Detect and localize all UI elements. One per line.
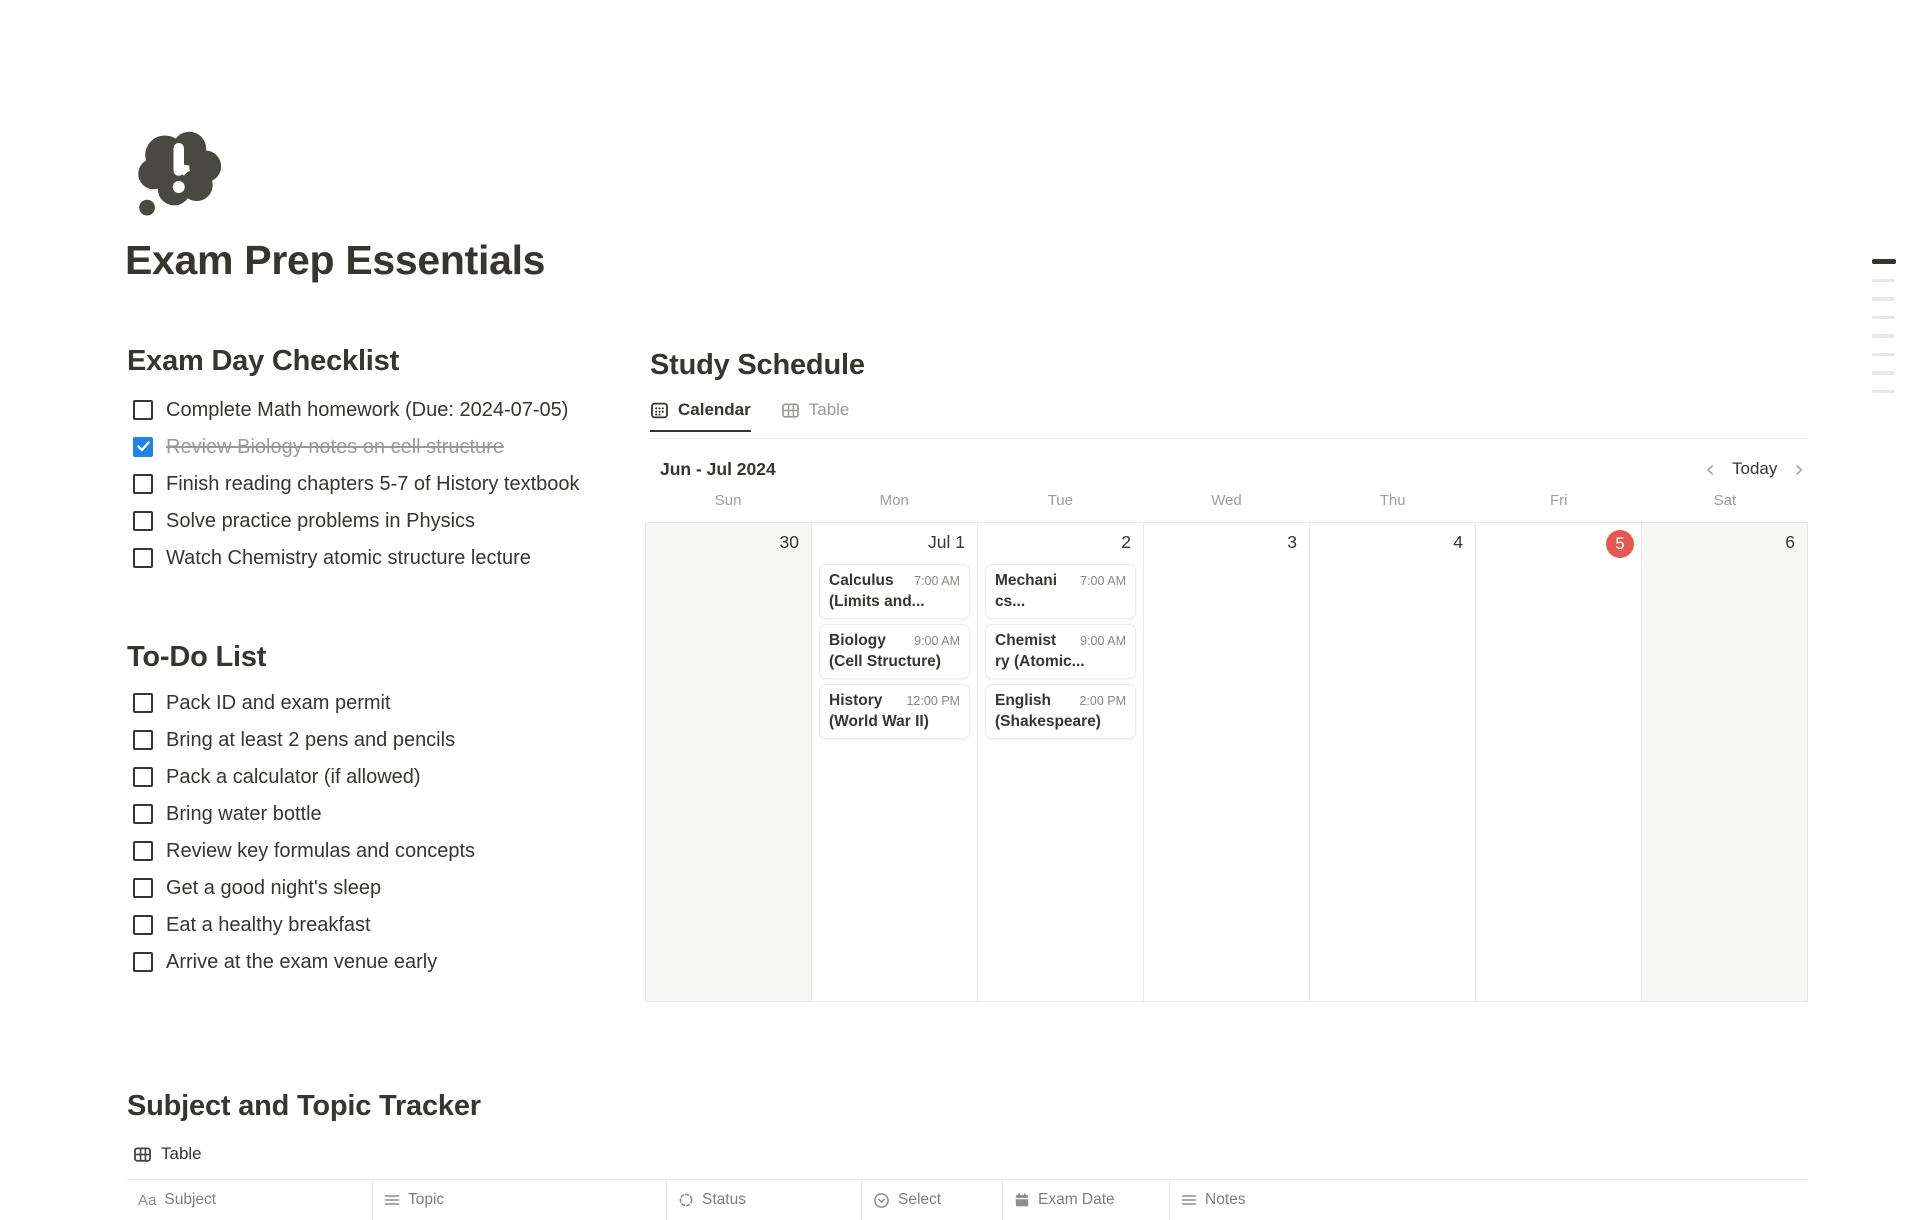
study-schedule-heading: Study Schedule <box>650 349 865 381</box>
column-header-status[interactable] <box>667 1180 862 1220</box>
outline-item[interactable] <box>1872 334 1895 338</box>
day-header: Fri <box>1550 492 1568 509</box>
column-label: Topic <box>408 1191 445 1208</box>
checklist-item-label: Finish reading chapters 5-7 of History textbook <box>166 472 580 495</box>
day-header: Sun <box>714 492 742 509</box>
todo-item-label: Pack ID and exam permit <box>166 691 391 714</box>
calendar-cell-wed[interactable] <box>1144 523 1310 1001</box>
day-header: Wed <box>1211 492 1242 509</box>
event-time: 2:00 PM <box>1079 694 1126 708</box>
checkbox-unchecked[interactable] <box>133 767 153 787</box>
todo-item-label: Review key formulas and concepts <box>166 839 476 862</box>
event-biology[interactable] <box>819 624 970 679</box>
page-title[interactable]: Exam Prep Essentials <box>125 237 546 283</box>
column-header-exam-date[interactable] <box>1003 1180 1170 1220</box>
day-header: Mon <box>879 492 909 509</box>
tab-label: Table <box>808 400 850 419</box>
tracker-table-header <box>127 1179 1808 1220</box>
thought-balloon-exclamation-icon[interactable] <box>133 126 223 218</box>
column-header-notes[interactable] <box>1170 1180 1808 1220</box>
checkbox-unchecked[interactable] <box>133 841 153 861</box>
todo-item-label: Pack a calculator (if allowed) <box>166 765 421 788</box>
checkbox-unchecked[interactable] <box>133 548 153 568</box>
status-spinner-icon <box>678 1192 694 1208</box>
calendar-toolbar <box>650 450 1808 492</box>
table-view-icon <box>781 401 800 420</box>
tab-table-view[interactable] <box>781 400 850 430</box>
todo-item <box>133 721 613 758</box>
column-header-topic[interactable] <box>373 1180 667 1220</box>
calendar-view-icon <box>650 401 669 420</box>
checkbox-unchecked[interactable] <box>133 952 153 972</box>
today-button[interactable]: Today <box>1732 459 1778 478</box>
day-header: Sat <box>1713 492 1737 509</box>
todo-item-label: Bring at least 2 pens and pencils <box>166 728 456 751</box>
checkbox-unchecked[interactable] <box>133 474 153 494</box>
todo-item-label: Eat a healthy breakfast <box>166 913 371 936</box>
calendar-cell-sun[interactable] <box>646 523 812 1001</box>
todo-item <box>133 684 613 721</box>
checklist-item <box>133 391 613 428</box>
day-header: Tue <box>1047 492 1073 509</box>
event-mechanics[interactable] <box>985 564 1136 619</box>
day-header: Thu <box>1379 492 1406 509</box>
event-title-line2: (Shakespeare) <box>995 713 1101 730</box>
event-title-line2: (Cell Structure) <box>829 653 941 670</box>
date-number: 2 <box>1121 532 1131 552</box>
view-tabs <box>650 400 1808 439</box>
checklist-item-label: Review Biology notes on cell structure <box>166 435 504 458</box>
event-title-line2: cs... <box>995 593 1026 610</box>
event-title: Chemist <box>995 632 1057 649</box>
checklist-item <box>133 428 613 465</box>
event-calculus[interactable] <box>819 564 970 619</box>
checkbox-unchecked[interactable] <box>133 400 153 420</box>
view-tab-label: Table <box>161 1144 202 1163</box>
checklist-item <box>133 502 613 539</box>
todo-item <box>133 943 613 980</box>
event-time: 7:00 AM <box>1080 574 1126 588</box>
event-time: 7:00 AM <box>914 574 960 588</box>
checklist-item-label: Watch Chemistry atomic structure lecture <box>166 546 531 569</box>
column-header-subject[interactable] <box>127 1180 373 1220</box>
column-header-select[interactable] <box>862 1180 1003 1220</box>
outline-item[interactable] <box>1872 316 1895 320</box>
checkbox-unchecked[interactable] <box>133 915 153 935</box>
todo-item <box>133 906 613 943</box>
event-title-line2: (World War II) <box>829 713 929 730</box>
event-time: 9:00 AM <box>914 634 960 648</box>
event-title: Calculus <box>829 572 894 589</box>
calendar-cell-mon[interactable] <box>812 523 978 1001</box>
calendar-day-headers <box>645 492 1808 509</box>
outline-item[interactable] <box>1872 279 1895 283</box>
event-time: 12:00 PM <box>906 694 960 708</box>
calendar-cell-thu[interactable] <box>1310 523 1476 1001</box>
outline-item[interactable] <box>1872 259 1896 264</box>
event-title: History <box>829 692 883 709</box>
text-lines-icon <box>384 1192 400 1208</box>
tab-calendar-view[interactable] <box>650 400 751 432</box>
calendar-cell-tue[interactable] <box>978 523 1144 1001</box>
event-chemistry[interactable] <box>985 624 1136 679</box>
chevron-right-icon[interactable]: › <box>1794 455 1804 483</box>
text-type-icon: Aa <box>138 1191 157 1209</box>
event-stack <box>985 564 1136 744</box>
event-title: Mechani <box>995 572 1058 589</box>
checkbox-unchecked[interactable] <box>133 730 153 750</box>
checkbox-unchecked[interactable] <box>133 804 153 824</box>
event-title: Biology <box>829 632 886 649</box>
calendar-grid <box>645 522 1808 1002</box>
text-lines-icon <box>1181 1192 1197 1208</box>
select-circle-icon <box>873 1192 890 1209</box>
calendar-cell-sat[interactable] <box>1642 523 1807 1001</box>
checkbox-checked[interactable] <box>133 437 153 457</box>
column-label: Subject <box>164 1191 217 1208</box>
todo-item <box>133 869 613 906</box>
column-label: Exam Date <box>1038 1191 1115 1208</box>
date-number: 30 <box>779 532 799 552</box>
todo-item-label: Bring water bottle <box>166 802 322 825</box>
checkbox-unchecked[interactable] <box>133 511 153 531</box>
checkbox-unchecked[interactable] <box>133 693 153 713</box>
page-outline-indicator <box>1872 259 1896 408</box>
date-number: 4 <box>1453 532 1463 552</box>
event-title-line2: ry (Atomic... <box>995 653 1085 670</box>
event-english[interactable] <box>985 684 1136 739</box>
todo-list-heading: To-Do List <box>127 641 267 673</box>
column-label: Status <box>702 1191 746 1208</box>
todo-item <box>133 832 613 869</box>
column-label: Notes <box>1205 1191 1246 1208</box>
event-stack <box>819 564 970 744</box>
event-time: 9:00 AM <box>1080 634 1126 648</box>
exam-checklist-heading: Exam Day Checklist <box>127 345 400 377</box>
todo-item <box>133 758 613 795</box>
calendar-cell-fri-today[interactable] <box>1476 523 1642 1001</box>
outline-item[interactable] <box>1872 297 1895 301</box>
todo-list <box>133 684 613 980</box>
date-number: Jul 1 <box>928 532 965 552</box>
event-history[interactable] <box>819 684 970 739</box>
exam-checklist <box>133 391 613 576</box>
todo-item-label: Get a good night's sleep <box>166 876 382 899</box>
outline-item[interactable] <box>1872 353 1895 357</box>
tab-label: Calendar <box>678 400 751 419</box>
outline-item[interactable] <box>1872 390 1895 394</box>
checklist-item <box>133 539 613 576</box>
checklist-item-label: Solve practice problems in Physics <box>166 509 476 532</box>
checklist-item <box>133 465 613 502</box>
event-title-line2: (Limits and... <box>829 593 925 610</box>
chevron-left-icon[interactable]: ‹ <box>1705 455 1716 483</box>
calendar-range-label: Jun - Jul 2024 <box>660 459 776 479</box>
todo-item-label: Arrive at the exam venue early <box>166 950 438 973</box>
todo-item <box>133 795 613 832</box>
column-label: Select <box>898 1191 942 1208</box>
outline-item[interactable] <box>1872 371 1895 375</box>
checklist-item-label: Complete Math homework (Due: 2024-07-05) <box>166 398 569 421</box>
tracker-heading: Subject and Topic Tracker <box>127 1090 481 1122</box>
checkbox-unchecked[interactable] <box>133 878 153 898</box>
event-title: English <box>995 692 1051 709</box>
tracker-table-view-tab[interactable] <box>133 1144 202 1164</box>
date-number: 3 <box>1287 532 1297 552</box>
today-date-badge: 5 <box>1606 530 1634 558</box>
table-view-icon <box>133 1145 152 1164</box>
date-number: 6 <box>1785 532 1795 552</box>
calendar-date-icon <box>1014 1192 1030 1208</box>
